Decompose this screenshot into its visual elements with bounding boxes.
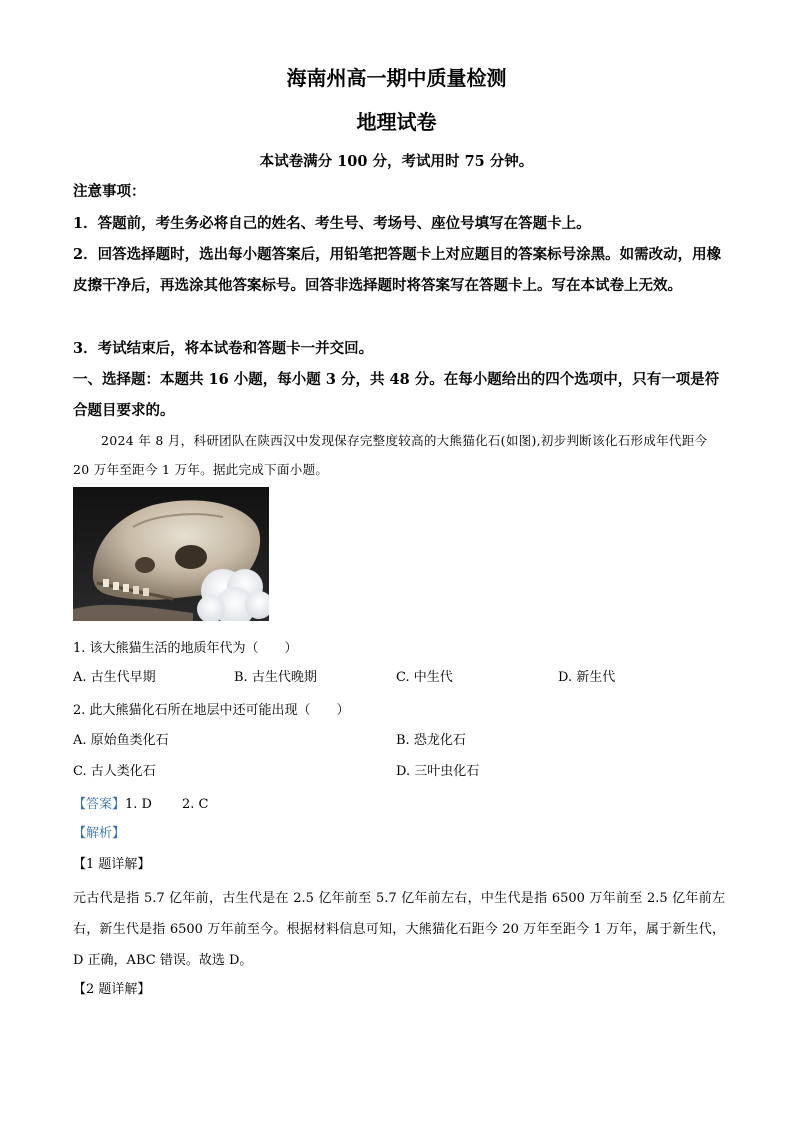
section-heading: 一、选择题：本题共 16 小题，每小题 3 分，共 48 分。在每小题给出的四个选项中，只有一项是符合题目要求的。 <box>73 371 720 419</box>
exam-subtitle: 本试卷满分 100 分，考试用时 75 分钟。 <box>259 153 534 170</box>
answer-q1: 1. D <box>125 797 152 812</box>
question-2-option-c: C. 古人类化石 <box>73 764 156 779</box>
exam-title: 海南州高一期中质量检测 <box>286 66 507 90</box>
q2-detail-heading: 【2 题详解】 <box>73 982 151 997</box>
note-item-3: 3．考试结束后，将本试卷和答题卡一并交回。 <box>73 340 374 357</box>
answer-label: 【答案】 <box>73 797 126 812</box>
notes-heading: 注意事项： <box>73 183 146 200</box>
note-item-1: 1．答题前，考生务必将自己的姓名、考生号、考场号、座位号填写在答题卡上。 <box>73 215 591 232</box>
subject-title: 地理试卷 <box>356 110 437 134</box>
question-1-option-b: B. 古生代晚期 <box>234 670 317 685</box>
question-2-option-b: B. 恐龙化石 <box>396 733 466 748</box>
note-item-2: 2．回答选择题时，选出每小题答案后，用铅笔把答题卡上对应题目的答案标号涂黑。如需改动，用橡皮擦干净后，再选涂其他答案标号。回答非选择题时将答案写在答题卡上。写在本试卷上无效。 <box>73 246 722 294</box>
question-2-option-d: D. 三叶虫化石 <box>396 764 480 779</box>
question-1-stem: 1. 该大熊猫生活的地质年代为（ ） <box>73 641 298 656</box>
material-text: 2024 年 8 月，科研团队在陕西汉中发现保存完整度较高的大熊猫化石(如图),初步判断该化石形成年代距今 20 万年至距今 1 万年。据此完成下面小题。 <box>73 433 708 477</box>
question-1-option-d: D. 新生代 <box>558 670 616 685</box>
question-1-option-a: A. 古生代早期 <box>73 670 156 685</box>
panda-fossil-photo <box>73 487 269 621</box>
question-2-option-a: A. 原始鱼类化石 <box>73 733 169 748</box>
analysis-label: 【解析】 <box>73 826 126 841</box>
question-2-stem: 2. 此大熊猫化石所在地层中还可能出现（ ） <box>73 703 350 718</box>
answer-q2: 2. C <box>181 797 209 812</box>
answer-line <box>73 795 208 815</box>
q1-detail-text: 元古代是指 5.7 亿年前，古生代是在 2.5 亿年前至 5.7 亿年前左右，中生代是指 6500 万年前至 2.5 亿年前左右，新生代是指 6500 万年前至今。根据材料信息可知，大熊猫化石距今 20 万年至距今 1 万年，属于新生代，D 正确，ABC 错误。故选 D。 <box>73 891 725 968</box>
question-1-option-c: C. 中生代 <box>396 670 453 685</box>
q1-detail-heading: 【1 题详解】 <box>73 857 151 872</box>
